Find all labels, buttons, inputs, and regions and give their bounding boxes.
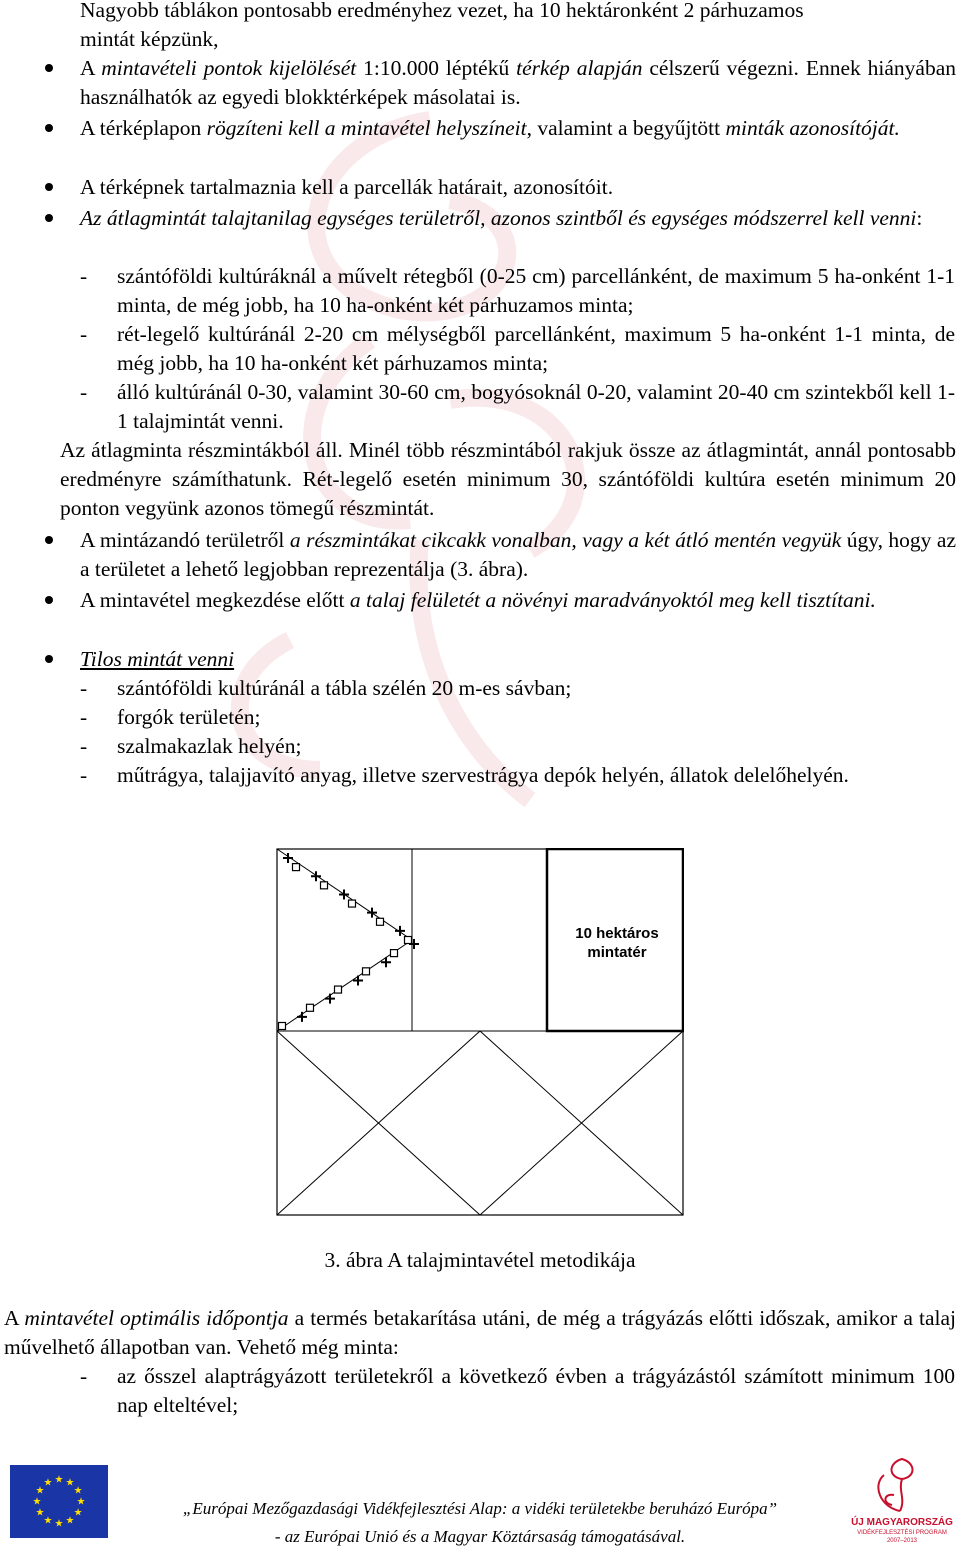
list-item: A mintavétel megkezdése előtt a talaj felületét a növényi maradványoktól meg kell tisztítani.	[80, 586, 956, 615]
dash-item: - rét-legelő kultúránál 2-20 cm mélységből parcellánként, maximum 5 ha-onként 1-1 minta, de még jobb, ha 10 ha-onként két párhuzamos minta;	[117, 320, 955, 378]
logo-subtitle: VIDÉKFEJLESZTÉSI PROGRAM	[857, 1530, 947, 1536]
sample-point-square	[391, 950, 398, 957]
dash-item: - forgók területén;	[117, 703, 955, 732]
eu-flag-logo	[10, 1465, 108, 1538]
sampling-time-paragraph: A mintavétel optimális időpontja a termés betakarítása utáni, de még a trágyázás előtti időszak, amikor a talaj művelhető állapotban van. Vehető még minta:	[4, 1306, 956, 1359]
eu-star-icon: ★	[54, 1474, 64, 1486]
eu-star-icon: ★	[54, 1518, 64, 1530]
dash-item: - műtrágya, talajjavító anyag, illetve szervestrágya depók helyén, állatok delelőhelyén.	[117, 761, 955, 790]
dash-item: - szalmakazlak helyén;	[117, 732, 955, 761]
figure-caption: 3. ábra A talajmintavétel metodikája	[324, 1248, 636, 1272]
list-item: A térképlapon rögzíteni kell a mintavétel helyszíneit, valamint a begyűjtött minták azonosítóját.	[80, 114, 956, 143]
sample-point-square	[321, 882, 328, 889]
sample-area-label: mintatér	[587, 944, 647, 961]
list-item: A mintázandó területről a részmintákat cikcakk vonalban, vagy a két átló mentén vegyük úgy, hogy az a területet a lehető legjobban reprezentálja (3. ábra).	[80, 526, 956, 584]
footer-support-line: - az Európai Unió és a Magyar Köztársaság támogatásával.	[274, 1527, 686, 1546]
list-item: A mintavételi pontok kijelölését 1:10.000 léptékű térkép alapján célszerű végezni. Ennek hiányában használhatók az egyedi blokktérképek másolatai is.	[80, 54, 956, 112]
sample-point-plus	[367, 908, 377, 918]
sample-point-square	[293, 864, 300, 871]
sample-point-square	[349, 900, 356, 907]
logo-title: ÚJ MAGYARORSZÁG	[851, 1517, 953, 1528]
sample-composition-paragraph: Az átlagminta részmintákból áll. Minél több részmintából rakjuk össze az átlagmintát, annál pontosabb eredményre számíthatunk. Rét-legelő esetén minimum 30, szántóföldi kultúra esetén minimum 20 ponton vegyünk azonos tömegű részmintát.	[60, 438, 956, 520]
eu-star-icon: ★	[76, 1496, 86, 1508]
list-item: Tilos mintát venni	[80, 645, 956, 674]
eu-star-icon: ★	[35, 1507, 45, 1519]
logo-years: 2007–2013	[886, 1538, 918, 1543]
sample-point-square	[307, 1004, 314, 1011]
list-item: Az átlagmintát talajtanilag egységes területről, azonos szintből és egységes módszerrel kell venni:	[80, 204, 956, 233]
sample-point-plus	[325, 994, 335, 1004]
dash-item: - az ősszel alaptrágyázott területekről a következő évben a trágyázástól számított minimum 100 nap elteltével;	[117, 1362, 955, 1420]
dash-item: - szántóföldi kultúráknál a művelt rétegből (0-25 cm) parcellánként, de maximum 5 ha-onként 1-1 minta, de még jobb, ha 10 ha-onként két párhuzamos minta;	[117, 262, 955, 320]
dash-item: - álló kultúránál 0-30, valamint 30-60 cm, bogyósoknál 0-20, valamint 20-40 cm szintekből kell 1-1 talajmintát venni.	[117, 378, 955, 436]
sample-point-square	[279, 1023, 286, 1030]
sample-point-square	[335, 986, 342, 993]
eu-star-icon: ★	[43, 1515, 53, 1527]
sample-area-label: 10 hektáros	[575, 925, 659, 942]
list-item: A térképnek tartalmaznia kell a parcellák határait, azonosítóit.	[80, 173, 956, 202]
eu-star-icon: ★	[73, 1507, 83, 1519]
sample-point-markers	[279, 853, 420, 1030]
eu-star-icon: ★	[65, 1477, 75, 1489]
eu-star-icon: ★	[32, 1496, 42, 1508]
sample-point-plus	[339, 889, 349, 899]
intro-paragraph: Nagyobb táblákon pontosabb eredményhez vezet, ha 10 hektáronként 2 párhuzamos mintát képzünk,	[80, 0, 804, 51]
sample-point-square	[377, 918, 384, 925]
uj-magyarorszag-logo	[850, 1455, 954, 1543]
sample-point-square	[363, 968, 370, 975]
dash-item: - szántóföldi kultúránál a tábla szélén 20 m-es sávban;	[117, 674, 955, 703]
sample-point-plus	[353, 975, 363, 985]
eu-star-icon: ★	[73, 1485, 83, 1497]
sample-point-square	[405, 937, 412, 944]
eu-star-icon: ★	[65, 1515, 75, 1527]
sample-point-plus	[381, 957, 391, 967]
sample-point-plus	[297, 1012, 307, 1022]
footer-slogan: „Európai Mezőgazdasági Vidékfejlesztési Alap: a vidéki területekbe beruházó Európa”	[182, 1499, 778, 1518]
eu-star-icon: ★	[35, 1485, 45, 1497]
eu-star-icon: ★	[43, 1477, 53, 1489]
sampling-grid-figure	[276, 848, 684, 1216]
